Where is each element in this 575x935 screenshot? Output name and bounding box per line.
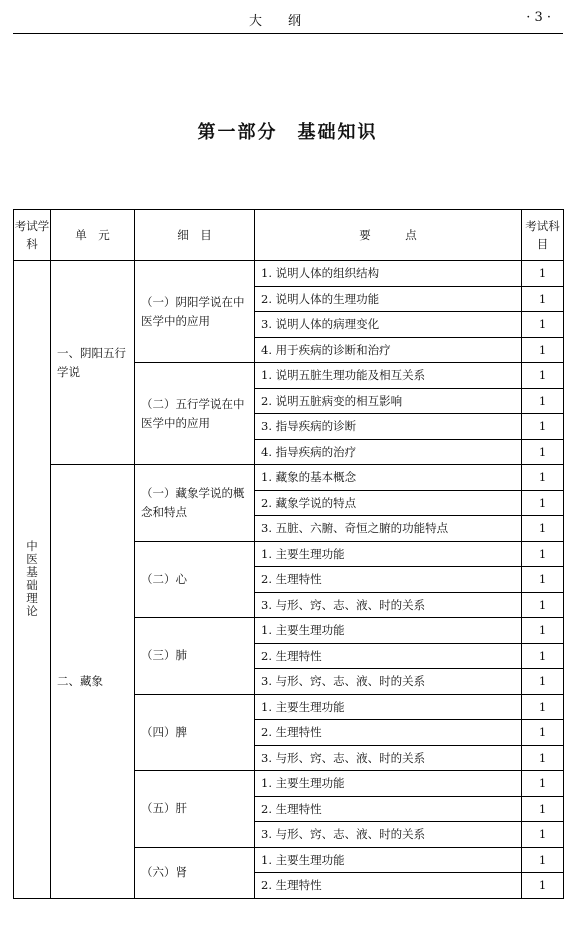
point-cell: 2. 生理特性 <box>255 567 522 593</box>
point-cell: 3. 五脏、六腑、奇恒之腑的功能特点 <box>255 516 522 542</box>
item-cell: （六）肾 <box>135 847 255 898</box>
point-cell: 2. 生理特性 <box>255 643 522 669</box>
subject-label: 中医基础理论 <box>26 539 38 619</box>
point-cell: 1. 主要生理功能 <box>255 541 522 567</box>
level-cell: 1 <box>522 592 564 618</box>
point-cell: 2. 生理特性 <box>255 873 522 899</box>
level-cell: 1 <box>522 286 564 312</box>
header-subject: 考试学科 <box>14 210 51 261</box>
level-cell: 1 <box>522 567 564 593</box>
level-cell: 1 <box>522 771 564 797</box>
point-cell: 1. 说明人体的组织结构 <box>255 261 522 287</box>
header-item: 细 目 <box>135 210 255 261</box>
table-header-row <box>14 210 564 261</box>
level-cell: 1 <box>522 796 564 822</box>
level-cell: 1 <box>522 822 564 848</box>
level-cell: 1 <box>522 618 564 644</box>
table-body <box>14 261 564 899</box>
point-cell: 2. 生理特性 <box>255 720 522 746</box>
point-cell: 3. 与形、窍、志、液、时的关系 <box>255 669 522 695</box>
point-cell: 2. 藏象学说的特点 <box>255 490 522 516</box>
level-cell: 1 <box>522 414 564 440</box>
point-cell: 3. 指导疾病的诊断 <box>255 414 522 440</box>
level-cell: 1 <box>522 439 564 465</box>
point-cell: 3. 说明人体的病理变化 <box>255 312 522 338</box>
point-cell: 2. 说明人体的生理功能 <box>255 286 522 312</box>
point-cell: 1. 主要生理功能 <box>255 694 522 720</box>
unit-cell: 二、藏象 <box>51 465 135 899</box>
point-cell: 4. 用于疾病的诊断和治疗 <box>255 337 522 363</box>
header-title: 大纲 <box>248 14 327 29</box>
point-cell: 4. 指导疾病的治疗 <box>255 439 522 465</box>
item-cell: （五）肝 <box>135 771 255 848</box>
point-cell: 1. 说明五脏生理功能及相互关系 <box>255 363 522 389</box>
level-cell: 1 <box>522 465 564 491</box>
level-cell: 1 <box>522 516 564 542</box>
point-cell: 3. 与形、窍、志、液、时的关系 <box>255 745 522 771</box>
level-cell: 1 <box>522 312 564 338</box>
level-cell: 1 <box>522 847 564 873</box>
level-cell: 1 <box>522 388 564 414</box>
subject-cell <box>14 261 51 899</box>
unit-cell: 一、阴阳五行学说 <box>51 261 135 465</box>
point-cell: 1. 主要生理功能 <box>255 847 522 873</box>
item-cell: （二）心 <box>135 541 255 618</box>
table-row <box>14 465 564 491</box>
item-cell: （四）脾 <box>135 694 255 771</box>
point-cell: 1. 主要生理功能 <box>255 771 522 797</box>
item-cell: （一）阴阳学说在中医学中的应用 <box>135 261 255 363</box>
point-cell: 2. 生理特性 <box>255 796 522 822</box>
page-header <box>13 0 563 34</box>
header-unit: 单 元 <box>51 210 135 261</box>
page-number: · 3 · <box>526 10 551 25</box>
point-cell: 2. 说明五脏病变的相互影响 <box>255 388 522 414</box>
level-cell: 1 <box>522 745 564 771</box>
level-cell: 1 <box>522 337 564 363</box>
level-cell: 1 <box>522 363 564 389</box>
item-cell: （二）五行学说在中医学中的应用 <box>135 363 255 465</box>
header-points: 要 点 <box>255 210 522 261</box>
item-cell: （一）藏象学说的概念和特点 <box>135 465 255 542</box>
level-cell: 1 <box>522 694 564 720</box>
syllabus-table <box>13 209 564 899</box>
level-cell: 1 <box>522 669 564 695</box>
level-cell: 1 <box>522 873 564 899</box>
level-cell: 1 <box>522 643 564 669</box>
level-cell: 1 <box>522 541 564 567</box>
point-cell: 1. 藏象的基本概念 <box>255 465 522 491</box>
item-cell: （三）肺 <box>135 618 255 695</box>
table-row <box>14 261 564 287</box>
section-title: 第一部分 基础知识 <box>197 122 378 143</box>
level-cell: 1 <box>522 720 564 746</box>
header-level: 考试科目 <box>522 210 564 261</box>
point-cell: 3. 与形、窍、志、液、时的关系 <box>255 822 522 848</box>
point-cell: 3. 与形、窍、志、液、时的关系 <box>255 592 522 618</box>
point-cell: 1. 主要生理功能 <box>255 618 522 644</box>
level-cell: 1 <box>522 490 564 516</box>
level-cell: 1 <box>522 261 564 287</box>
